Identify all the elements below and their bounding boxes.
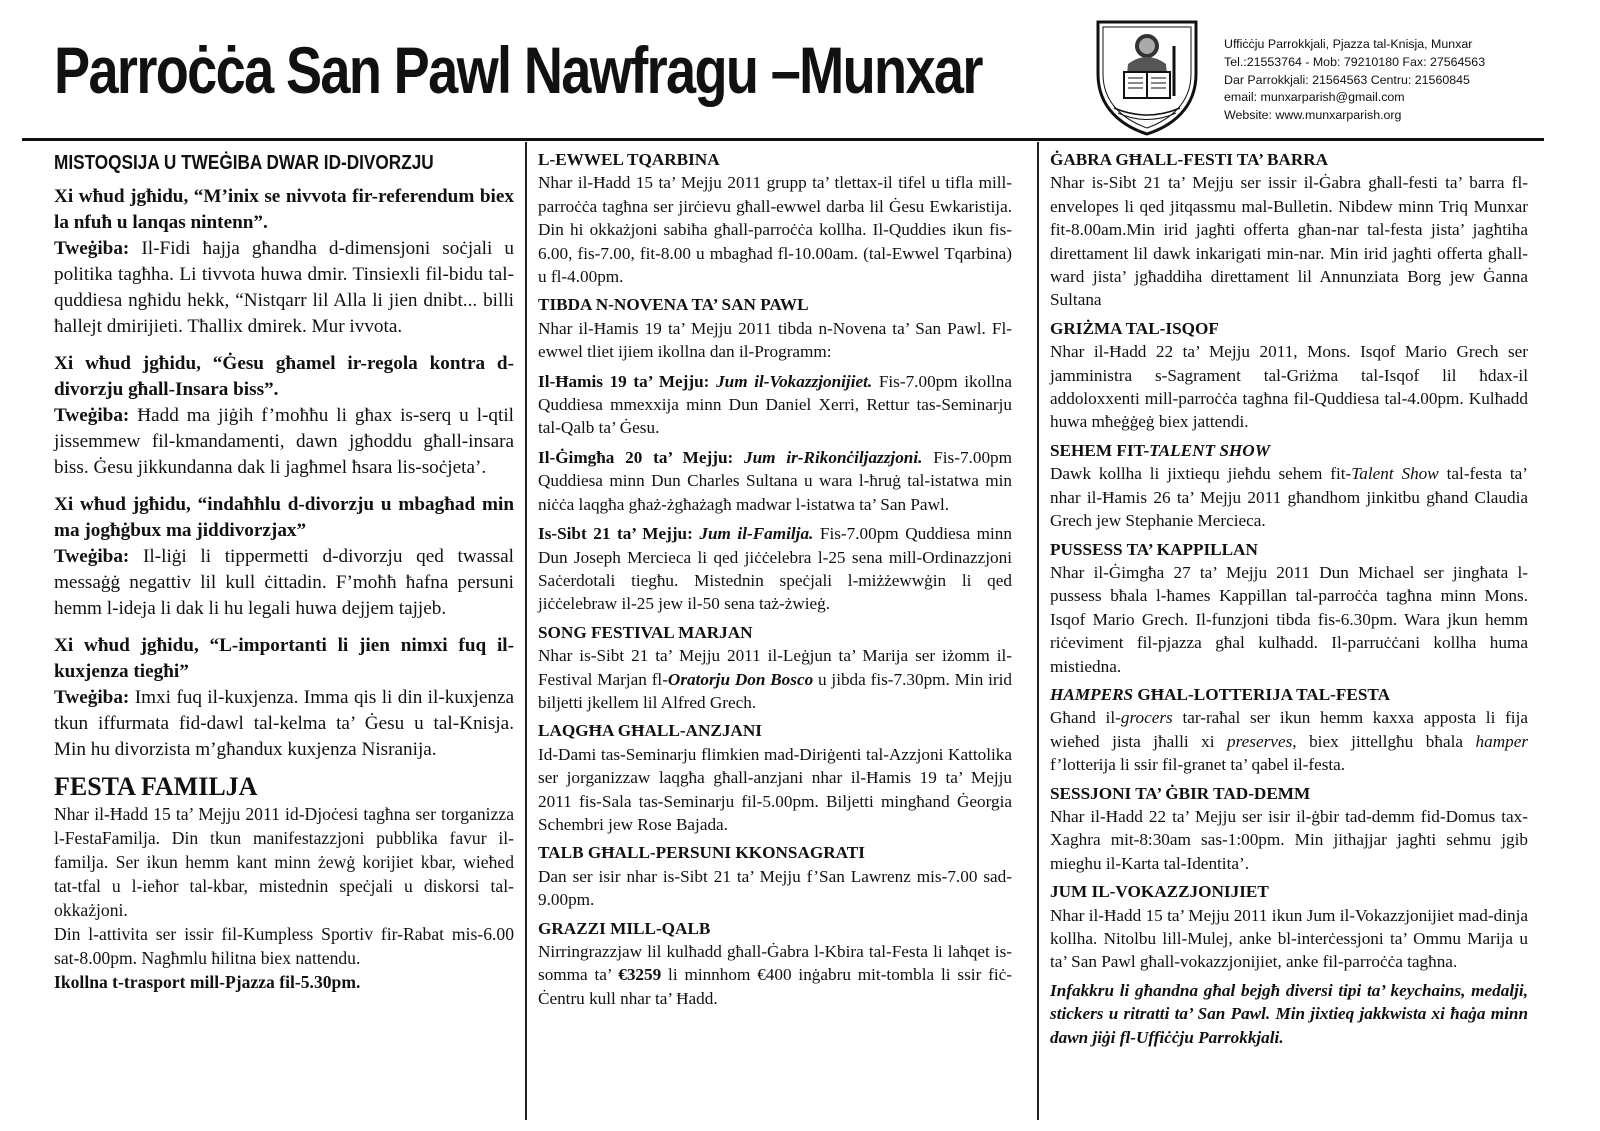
novena-day-text: Fis-7.00pm Quddiesa minn Dun Joseph Mercieca li qed jiċċelebra l-25 sena mill-Ordinazzjoni Saċerdotali tiegħu. Mistednin speċjali l-miżżewwġin li qed jiċċelebraw il-25 jew il-50 sena taż-żwieġ. xyxy=(538,524,1012,614)
festa-familja-section xyxy=(54,774,514,994)
qa-item xyxy=(54,351,514,481)
novena-day-theme: Jum il-Familja. xyxy=(699,524,814,544)
talent-text-pre: Dawk kollha li jixtiequ jieħdu sehem fit- xyxy=(1050,464,1352,484)
section-text: Nhar il-Ħadd 15 ta’ Mejju 2011 grupp ta’ tlettax-il tifel u tifla mill-parroċċa tagħna ser jirċievu għall-ewwel darba lil Ġesu Ewkaristija. Din hi okkażjoni sabiħa għall-parroċċa kollha. Il-Quddies ikun fis-6.00, fis-7.00, fit-8.00 u mbagħad fl-10.00am. (tal-Ewwel Tqarbina) u fl-4.00pm. xyxy=(538,173,1012,287)
section-title xyxy=(1050,439,1528,462)
grizma-section xyxy=(1050,317,1528,434)
contact-dar: Dar Parrokkjali: 21564563 Centru: 21560845 xyxy=(1224,72,1470,87)
sessjoni-section xyxy=(1050,782,1528,876)
talent-show-section xyxy=(1050,439,1528,533)
qa-answer-label: Tweġiba: xyxy=(54,238,130,259)
parish-crest-icon xyxy=(1088,16,1206,138)
qa-answer-label: Tweġiba: xyxy=(54,687,130,708)
section-title: GRIŻMA TAL-ISQOF xyxy=(1050,318,1219,338)
festa-transport: Ikollna t-trasport mill-Pjazza fil-5.30pm. xyxy=(54,972,361,992)
section-title: TALB GĦALL-PERSUNI KKONSAGRATI xyxy=(538,843,865,863)
column-1 xyxy=(54,144,514,994)
section-title: SONG FESTIVAL MARJAN xyxy=(538,622,753,642)
contact-phones: Tel.:21553764 - Mob: 79210180 Fax: 27564563 xyxy=(1224,54,1486,69)
festa-paragraph: Nhar il-Ħadd 15 ta’ Mejju 2011 id-Djoċesi tagħna ser torganizza l-FestaFamilja. Din tkun manifestazzjoni pubblika favur il-familja. Ser ikun hemm kant minn żewġ korijiet kbar, wieħed tat-tfal u l-ieħor tal-kbar, mistednin speċjali u diskorsi tal-okkażjoni. xyxy=(54,804,514,920)
qa-item xyxy=(54,184,514,340)
section-title: SESSJONI TA’ ĠBIR TAD-DEMM xyxy=(1050,783,1311,803)
section-text: Dan ser isir nhar is-Sibt 21 ta’ Mejju f’San Lawrenz mis-7.00 sad-9.00pm. xyxy=(538,866,1012,910)
column-divider-1 xyxy=(525,142,527,1120)
section-text xyxy=(1050,462,1528,532)
novena-day xyxy=(538,522,1012,616)
talent-text-it: Talent Show xyxy=(1351,464,1439,484)
gabra-section xyxy=(1050,148,1528,312)
section-title: LAQGĦA GĦALL-ANZJANI xyxy=(538,721,762,741)
section-text: Nhar il-Ħadd 15 ta’ Mejju 2011 ikun Jum il-Vokazzjonijiet mad-dinja kollha. Nitolbu lill-Mulej, anke bl-interċessjoni ta’ Ommu Marija u ta’ San Pawl għall-vokazzjonijiet, anke fil-parroċċa tagħna. xyxy=(1050,905,1528,972)
qa-question: Xi wħud jgħidu, “indaħħlu d-divorzju u mbagħad min ma jogħġbux ma jiddivorzjax” xyxy=(54,494,514,541)
grazzi-text-post: li minnhom €400 inġabru mit-tombla li ssir fiċ-Ċentru kull nhar ta’ Ħadd. xyxy=(538,965,1012,1008)
hampers-title-post: GĦAL-LOTTERIJA TAL-FESTA xyxy=(1133,684,1391,704)
song-text-pre: Nhar is-Sibt 21 ta’ Mejju 2011 il-Leġjun ta’ Marija ser iżomm il-Festival Marjan fl- xyxy=(538,646,1012,689)
column-divider-2 xyxy=(1037,142,1039,1120)
song-venue: Oratorju Don Bosco xyxy=(667,669,814,689)
section-text: Nhar il-Ħadd 22 ta’ Mejju ser isir il-ġbir tad-demm fid-Domus tax-Xaghra mit-8:30am sas-1:00pm. Min jithajjar jagħti sehmu jgib mieghu il-Karta tal-Identita’. xyxy=(1050,806,1528,873)
hampers-title-it: HAMPERS xyxy=(1050,684,1134,704)
talent-title-pre: SEHEM FIT- xyxy=(1050,440,1150,460)
divorce-qa-heading: MISTOQSIJA U TWEĠIBA DWAR ID-DIVORZJU xyxy=(54,152,434,174)
section-text xyxy=(538,940,1012,1010)
talb-section xyxy=(538,841,1012,911)
talent-text-post: tal-festa ta’ nhar il-Ħamis 26 ta’ Mejju 2011 għandhom jinkitbu għand Claudia Grech jew Stephanie Mercieca. xyxy=(1050,464,1528,531)
qa-answer: Imxi fuq il-kuxjenza. Imma qis li din il-kuxjenza tkun iffurmata fid-dawl tal-kelma ta’ Ġesu u tal-Knisja. Min hu divorzista m’għandux kuxjenza Nisranija. xyxy=(54,687,514,760)
talent-title-it: TALENT SHOW xyxy=(1149,440,1270,460)
contact-email: email: munxarparish@gmail.com xyxy=(1224,90,1405,105)
section-text: Id-Dami tas-Seminarju flimkien mad-Diriġenti tal-Azzjoni Kattolika ser jorganizzaw laqgħa għall-anzjani nhar il-Ħamis 19 ta’ Mejju 2011 fis-Sala tas-Seminarju fil-5.00pm. Biljetti mingħand Ġeorgia Schembri jew Rose Bajada. xyxy=(538,744,1012,834)
hampers-text-4: f’lotterija li ssir fil-granet ta’ qabel il-festa. xyxy=(1050,755,1346,775)
festa-familja-title: FESTA FAMILJA xyxy=(54,772,258,801)
hampers-text-it-2: preserves xyxy=(1227,731,1293,751)
contact-block xyxy=(1224,36,1485,125)
qa-item xyxy=(54,633,514,763)
novena-day-theme: Jum il-Vokazzjonijiet. xyxy=(716,371,873,391)
qa-answer: Ħadd ma jiġih f’moħħu li għax is-serq u l-qtil jissemmew fil-kmandamenti, dawn jgħoddu għall-insara biss. Ġesu jikkundanna dak li jagħmel ħsara lis-soċjeta’. xyxy=(54,405,515,478)
section-title: PUSSESS TA’ KAPPILLAN xyxy=(1050,539,1258,559)
qa-question: Xi wħud jgħidu, “L-importanti li jien nimxi fuq il-kuxjenza tiegħi” xyxy=(54,635,514,682)
masthead-title: Parroċċa San Pawl Nawfragu –Munxar xyxy=(54,33,982,107)
section-title: JUM IL-VOKAZZJONIJIET xyxy=(1050,882,1269,902)
section-text: Nhar is-Sibt 21 ta’ Mejju ser issir il-Ġabra għall-festi ta’ barra fl-envelopes li qed jitqassmu mal-Bulletin. Nibdew minn Triq Munxar fit-8.00am.Min irid jagħti offerta għan-nar tal-festa jista’ jagħtiha direttament lil dawk inkarigati min-nar. Min irid jagħti offerta għall-ward jista’ jgħaddiha direttament lil Annunziata Borg jew Ġanna Sultana xyxy=(1050,173,1528,310)
grazzi-amount: €3259 xyxy=(618,965,662,985)
hampers-text-it-3: hamper xyxy=(1475,731,1529,751)
hampers-text-2: tar-raħal ser ikun hemm kaxxa apposta li fija wieħed jista jħalli xi xyxy=(1050,708,1528,751)
novena-day xyxy=(538,446,1012,516)
pussess-section xyxy=(1050,538,1528,678)
novena-day-text: Fis-7.00pm ikollna Quddiesa mmexxija minn Dun Daniel Xerri, Rettur tas-Seminarju tal-Qalb ta’ Ġesu. xyxy=(538,371,1013,438)
qa-answer: Il-Fidi ħajja għandha d-dimensjoni soċjali u politika tagħha. Li tivvota huwa dmir. Tinsiexli fil-bidu tal-quddiesa ngħidu hekk, “Nistqarr lil Alla li jien dnibt... billi ħallejt dmirijieti. Tħallix dmirek. Mur ivvota. xyxy=(54,238,515,337)
qa-answer-label: Tweġiba: xyxy=(54,405,130,426)
qa-answer: Il-liġi li tippermetti d-divorzju qed twassal messaġġ negattiv lil kull ċittadin. F’moħħ ħafna persuni hemm l-ideja li dak li hu legali huwa dejjem tajjeb. xyxy=(54,546,514,619)
song-festival-section xyxy=(538,621,1012,715)
contact-office: Uffiċċju Parrokkjali, Pjazza tal-Knisja, Munxar xyxy=(1224,37,1473,51)
hampers-text-it-1: grocers xyxy=(1120,708,1173,728)
novena-day-text: Fis-7.00pm Quddiesa minn Dun Charles Sultana u wara l-ħruġ tal-istatwa min niċċa laqgħa għaż-żgħażagħ madwar l-istatwa ta’ San Pawl. xyxy=(538,447,1013,514)
qa-item xyxy=(54,492,514,622)
section-text: Nhar il-Ħamis 19 ta’ Mejju 2011 tibda n-Novena ta’ San Pawl. Fl-ewwel tliet ijiem ikollna dan il-Programm: xyxy=(538,318,1012,362)
section-title: TIBDA N-NOVENA TA’ SAN PAWL xyxy=(538,295,809,315)
section-title xyxy=(1050,683,1528,706)
novena-day-date: Is-Sibt 21 ta’ Mejju: xyxy=(538,524,693,544)
souvenirs-notice: Infakkru li għandna għal bejgħ diversi tipi ta’ keychains, medalji, stickers u ritratti ta’ San Pawl. Min jixtieq jakkwista xi ħaġa minn dawn jiġi fl-Uffiċċju Parrokkjali. xyxy=(1050,980,1528,1047)
tqarbina-section xyxy=(538,148,1012,288)
novena-section xyxy=(538,293,1012,615)
vokazzjonijiet-section xyxy=(1050,880,1528,974)
qa-answer-label: Tweġiba: xyxy=(54,546,130,567)
hampers-text-1: Għand il- xyxy=(1050,708,1121,728)
grazzi-text-pre: Nirringrazzjaw lil kulħadd għall-Ġabra l-Kbira tal-Festa li laħqet is-somma ta’ xyxy=(538,942,1012,985)
grazzi-section xyxy=(538,917,1012,1011)
hampers-section xyxy=(1050,683,1528,777)
contact-website: Website: www.munxarparish.org xyxy=(1224,108,1402,123)
header-rule xyxy=(22,138,1544,141)
section-text: Nhar il-Ġimgħa 27 ta’ Mejju 2011 Dun Michael ser jingħata l-pussess bħala l-ħames Kappillan tal-parroċċa tagħna minn Mons. Isqof Mario Grech. Il-funzjoni tibda fis-6.30pm. Wara jkun hemm riċeviment fil-pjazza għal kulħadd. Il-parruċċani kollha huma mistiedna. xyxy=(1050,562,1528,676)
section-title: ĠABRA GĦALL-FESTI TA’ BARRA xyxy=(1050,150,1329,169)
novena-day-date: Il-Ħamis 19 ta’ Mejju: xyxy=(538,371,710,391)
bulletin-header xyxy=(30,14,1570,134)
novena-day-date: Il-Ġimgħa 20 ta’ Mejju: xyxy=(538,447,734,467)
section-text: Nhar il-Ħadd 22 ta’ Mejju 2011, Mons. Isqof Mario Grech ser jamministra s-Sagrament tal-Griżma tal-Isqof lil ħdax-il addoloxxenti mill-parroċċa tagħna fil-Quddiesa tal-4.00pm. Kulħadd huwa mħeġġeġ biex jattendi. xyxy=(1050,342,1528,432)
qa-question: Xi wħud jgħidu, “Ġesu għamel ir-regola kontra d-divorzju għall-Insara biss”. xyxy=(54,353,514,400)
section-text xyxy=(1050,706,1528,776)
section-text xyxy=(538,644,1012,714)
section-title: L-EWWEL TQARBINA xyxy=(538,150,720,169)
song-text-post: u jibda fis-7.30pm. Min irid biljetti jkellem lil Alfred Grech. xyxy=(538,669,1013,712)
column-3 xyxy=(1050,144,1528,1049)
novena-day xyxy=(538,370,1012,440)
section-title: GRAZZI MILL-QALB xyxy=(538,918,711,938)
anzjani-section xyxy=(538,719,1012,836)
novena-day-theme: Jum ir-Rikonċiljazzjoni. xyxy=(744,447,923,467)
hampers-text-3: , biex jittellgħu bħala xyxy=(1292,731,1476,751)
qa-question: Xi wħud jgħidu, “M’inix se nivvota fir-referendum biex la nfuħ u lanqas nintenn”. xyxy=(54,186,514,233)
column-2 xyxy=(538,144,1012,1015)
festa-paragraph: Din l-attivita ser issir fil-Kumpless Sportiv fir-Rabat mis-6.00 sat-8.00pm. Nagħmlu ħilitna biex nattendu. xyxy=(54,924,514,968)
